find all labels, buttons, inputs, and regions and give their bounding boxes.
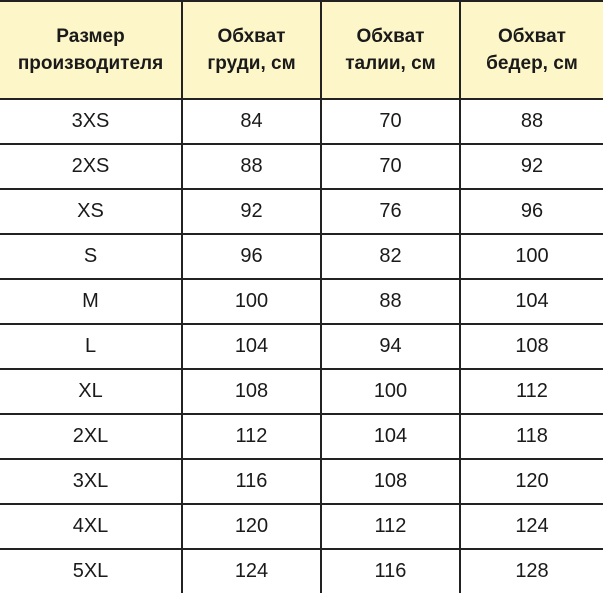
header-label: Размер [56, 26, 125, 47]
header-label: Обхват [217, 26, 286, 47]
table-row [0, 144, 603, 189]
cell-chest: 88 [182, 144, 321, 189]
cell-waist: 94 [321, 324, 460, 369]
table-row [0, 324, 603, 369]
cell-chest: 108 [182, 369, 321, 414]
cell-hips: 96 [460, 189, 603, 234]
cell-size: 2XL [0, 414, 182, 459]
header-hips [460, 1, 603, 99]
cell-waist: 108 [321, 459, 460, 504]
cell-chest: 84 [182, 99, 321, 144]
cell-hips: 92 [460, 144, 603, 189]
cell-waist: 70 [321, 144, 460, 189]
cell-chest: 100 [182, 279, 321, 324]
table-row [0, 549, 603, 593]
cell-size: 3XS [0, 99, 182, 144]
header-waist [321, 1, 460, 99]
header-chest [182, 1, 321, 99]
cell-hips: 112 [460, 369, 603, 414]
cell-hips: 100 [460, 234, 603, 279]
cell-size: XL [0, 369, 182, 414]
header-label: производителя [17, 53, 164, 74]
header-label: бедер, см [486, 53, 578, 74]
cell-waist: 116 [321, 549, 460, 593]
header-manufacturer-size [0, 1, 182, 99]
cell-chest: 92 [182, 189, 321, 234]
header-row [0, 1, 603, 99]
cell-waist: 82 [321, 234, 460, 279]
cell-waist: 76 [321, 189, 460, 234]
table-row [0, 459, 603, 504]
table-row [0, 234, 603, 279]
cell-size: 4XL [0, 504, 182, 549]
cell-hips: 124 [460, 504, 603, 549]
cell-chest: 104 [182, 324, 321, 369]
cell-size: XS [0, 189, 182, 234]
cell-size: 3XL [0, 459, 182, 504]
header-label: Обхват [356, 26, 425, 47]
table-row [0, 189, 603, 234]
cell-size: L [0, 324, 182, 369]
cell-chest: 116 [182, 459, 321, 504]
cell-waist: 70 [321, 99, 460, 144]
cell-hips: 104 [460, 279, 603, 324]
cell-size: M [0, 279, 182, 324]
header-label: талии, см [345, 53, 436, 74]
table-body [0, 99, 603, 593]
cell-chest: 96 [182, 234, 321, 279]
cell-chest: 112 [182, 414, 321, 459]
table-row [0, 279, 603, 324]
table-row [0, 504, 603, 549]
cell-waist: 88 [321, 279, 460, 324]
cell-waist: 104 [321, 414, 460, 459]
cell-hips: 128 [460, 549, 603, 593]
cell-size: 5XL [0, 549, 182, 593]
cell-waist: 112 [321, 504, 460, 549]
cell-size: S [0, 234, 182, 279]
table-row [0, 99, 603, 144]
cell-size: 2XS [0, 144, 182, 189]
header-label: груди, см [207, 53, 296, 74]
cell-hips: 118 [460, 414, 603, 459]
cell-waist: 100 [321, 369, 460, 414]
header-label: Обхват [498, 26, 566, 47]
cell-hips: 88 [460, 99, 603, 144]
cell-hips: 108 [460, 324, 603, 369]
cell-hips: 120 [460, 459, 603, 504]
table-row [0, 414, 603, 459]
table-header [0, 1, 603, 99]
cell-chest: 124 [182, 549, 321, 593]
table-row [0, 369, 603, 414]
cell-chest: 120 [182, 504, 321, 549]
